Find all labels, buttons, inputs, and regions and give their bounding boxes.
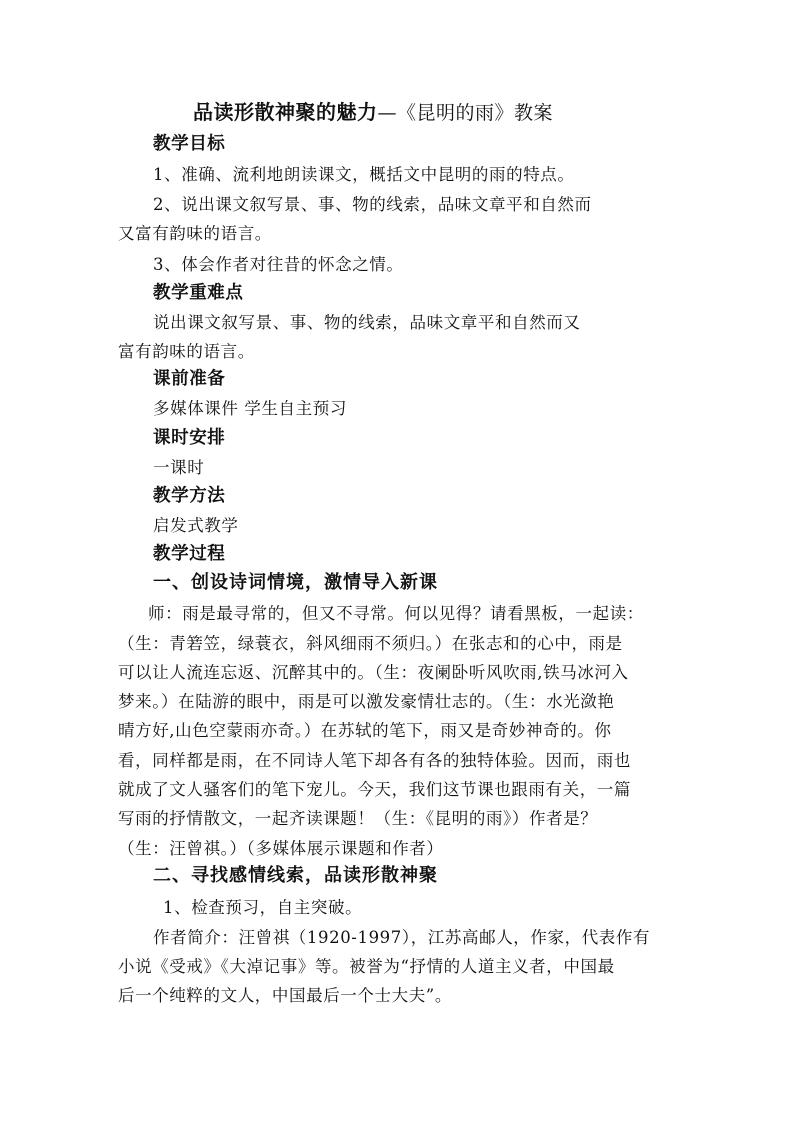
heading-key-points: 教学重难点 (153, 283, 244, 303)
heading-objectives: 教学目标 (153, 134, 226, 154)
author-line-3: 后一个纯粹的文人，中国最后一个士大夫”。 (118, 986, 452, 1005)
part1-line-4: 梦来。）在陆游的眼中，雨是可以激发豪情壮志的。（生：水光潋艳 (118, 692, 615, 711)
key-points-line-2: 富有韵味的语言。 (118, 342, 255, 361)
preparation-text: 多媒体课件 学生自主预习 (153, 399, 347, 418)
objective-line-3: 又富有韵味的语言。 (118, 224, 272, 243)
heading-method: 教学方法 (153, 486, 226, 506)
part2-heading: 二、寻找感情线索，品读形散神聚 (153, 865, 438, 886)
objective-line-2: 2、说出课文叙写景、事、物的线索，品味文章平和自然而 (153, 195, 592, 214)
part2-step1: 1、检查预习，自主突破。 (163, 898, 363, 917)
part1-line-9: （生：汪曾祺。）（多媒体展示课题和作者） (118, 839, 444, 858)
title-sub: —《昆明的雨》教案 (377, 102, 554, 124)
author-line-2: 小说《受戒》《大淖记事》等。被誉为“抒情的人道主义者，中国最 (118, 957, 615, 976)
heading-process: 教学过程 (153, 544, 226, 564)
part1-line-3: 可以让人流连忘返、沉醉其中的。（生：夜阑卧听风吹雨,铁马冰河入 (118, 663, 629, 682)
key-points-line-1: 说出课文叙写景、事、物的线索，品味文章平和自然而又 (153, 313, 581, 332)
part1-line-1: 师：雨是最寻常的，但又不寻常。何以见得？请看黑板，一起读： (148, 604, 644, 623)
part1-line-5: 晴方好,山色空蒙雨亦奇。）在苏轼的笔下，雨又是奇妙神奇的。你 (118, 721, 612, 740)
objective-line-1: 1、准确、流利地朗读课文，概括文中昆明的雨的特点。 (153, 165, 575, 184)
objective-line-4: 3、体会作者对往昔的怀念之情。 (153, 255, 404, 274)
document-title (193, 102, 553, 123)
schedule-text: 一课时 (153, 458, 205, 477)
part1-line-8: 写雨的抒情散文，一起齐读课题！（生：《昆明的雨》）作者是？ (118, 809, 598, 828)
author-line-1: 作者简介：汪曾祺（1920-1997），江苏高邮人，作家，代表作有 (153, 928, 651, 947)
part1-line-2: （生：青箬笠，绿蓑衣，斜风细雨不须归。）在张志和的心中，雨是 (118, 634, 623, 653)
method-text: 启发式教学 (153, 516, 239, 535)
part1-heading: 一、创设诗词情境，激情导入新课 (153, 572, 438, 593)
part1-line-7: 就成了文人骚客们的笔下宠儿。今天，我们这节课也跟雨有关，一篇 (118, 780, 631, 799)
title-main: 品读形散神聚的魅力 (193, 100, 378, 124)
heading-preparation: 课前准备 (153, 369, 226, 389)
part1-line-6: 看，同样都是雨，在不同诗人笔下却各有各的独特体验。因而，雨也 (118, 751, 631, 770)
heading-schedule: 课时安排 (153, 428, 226, 448)
